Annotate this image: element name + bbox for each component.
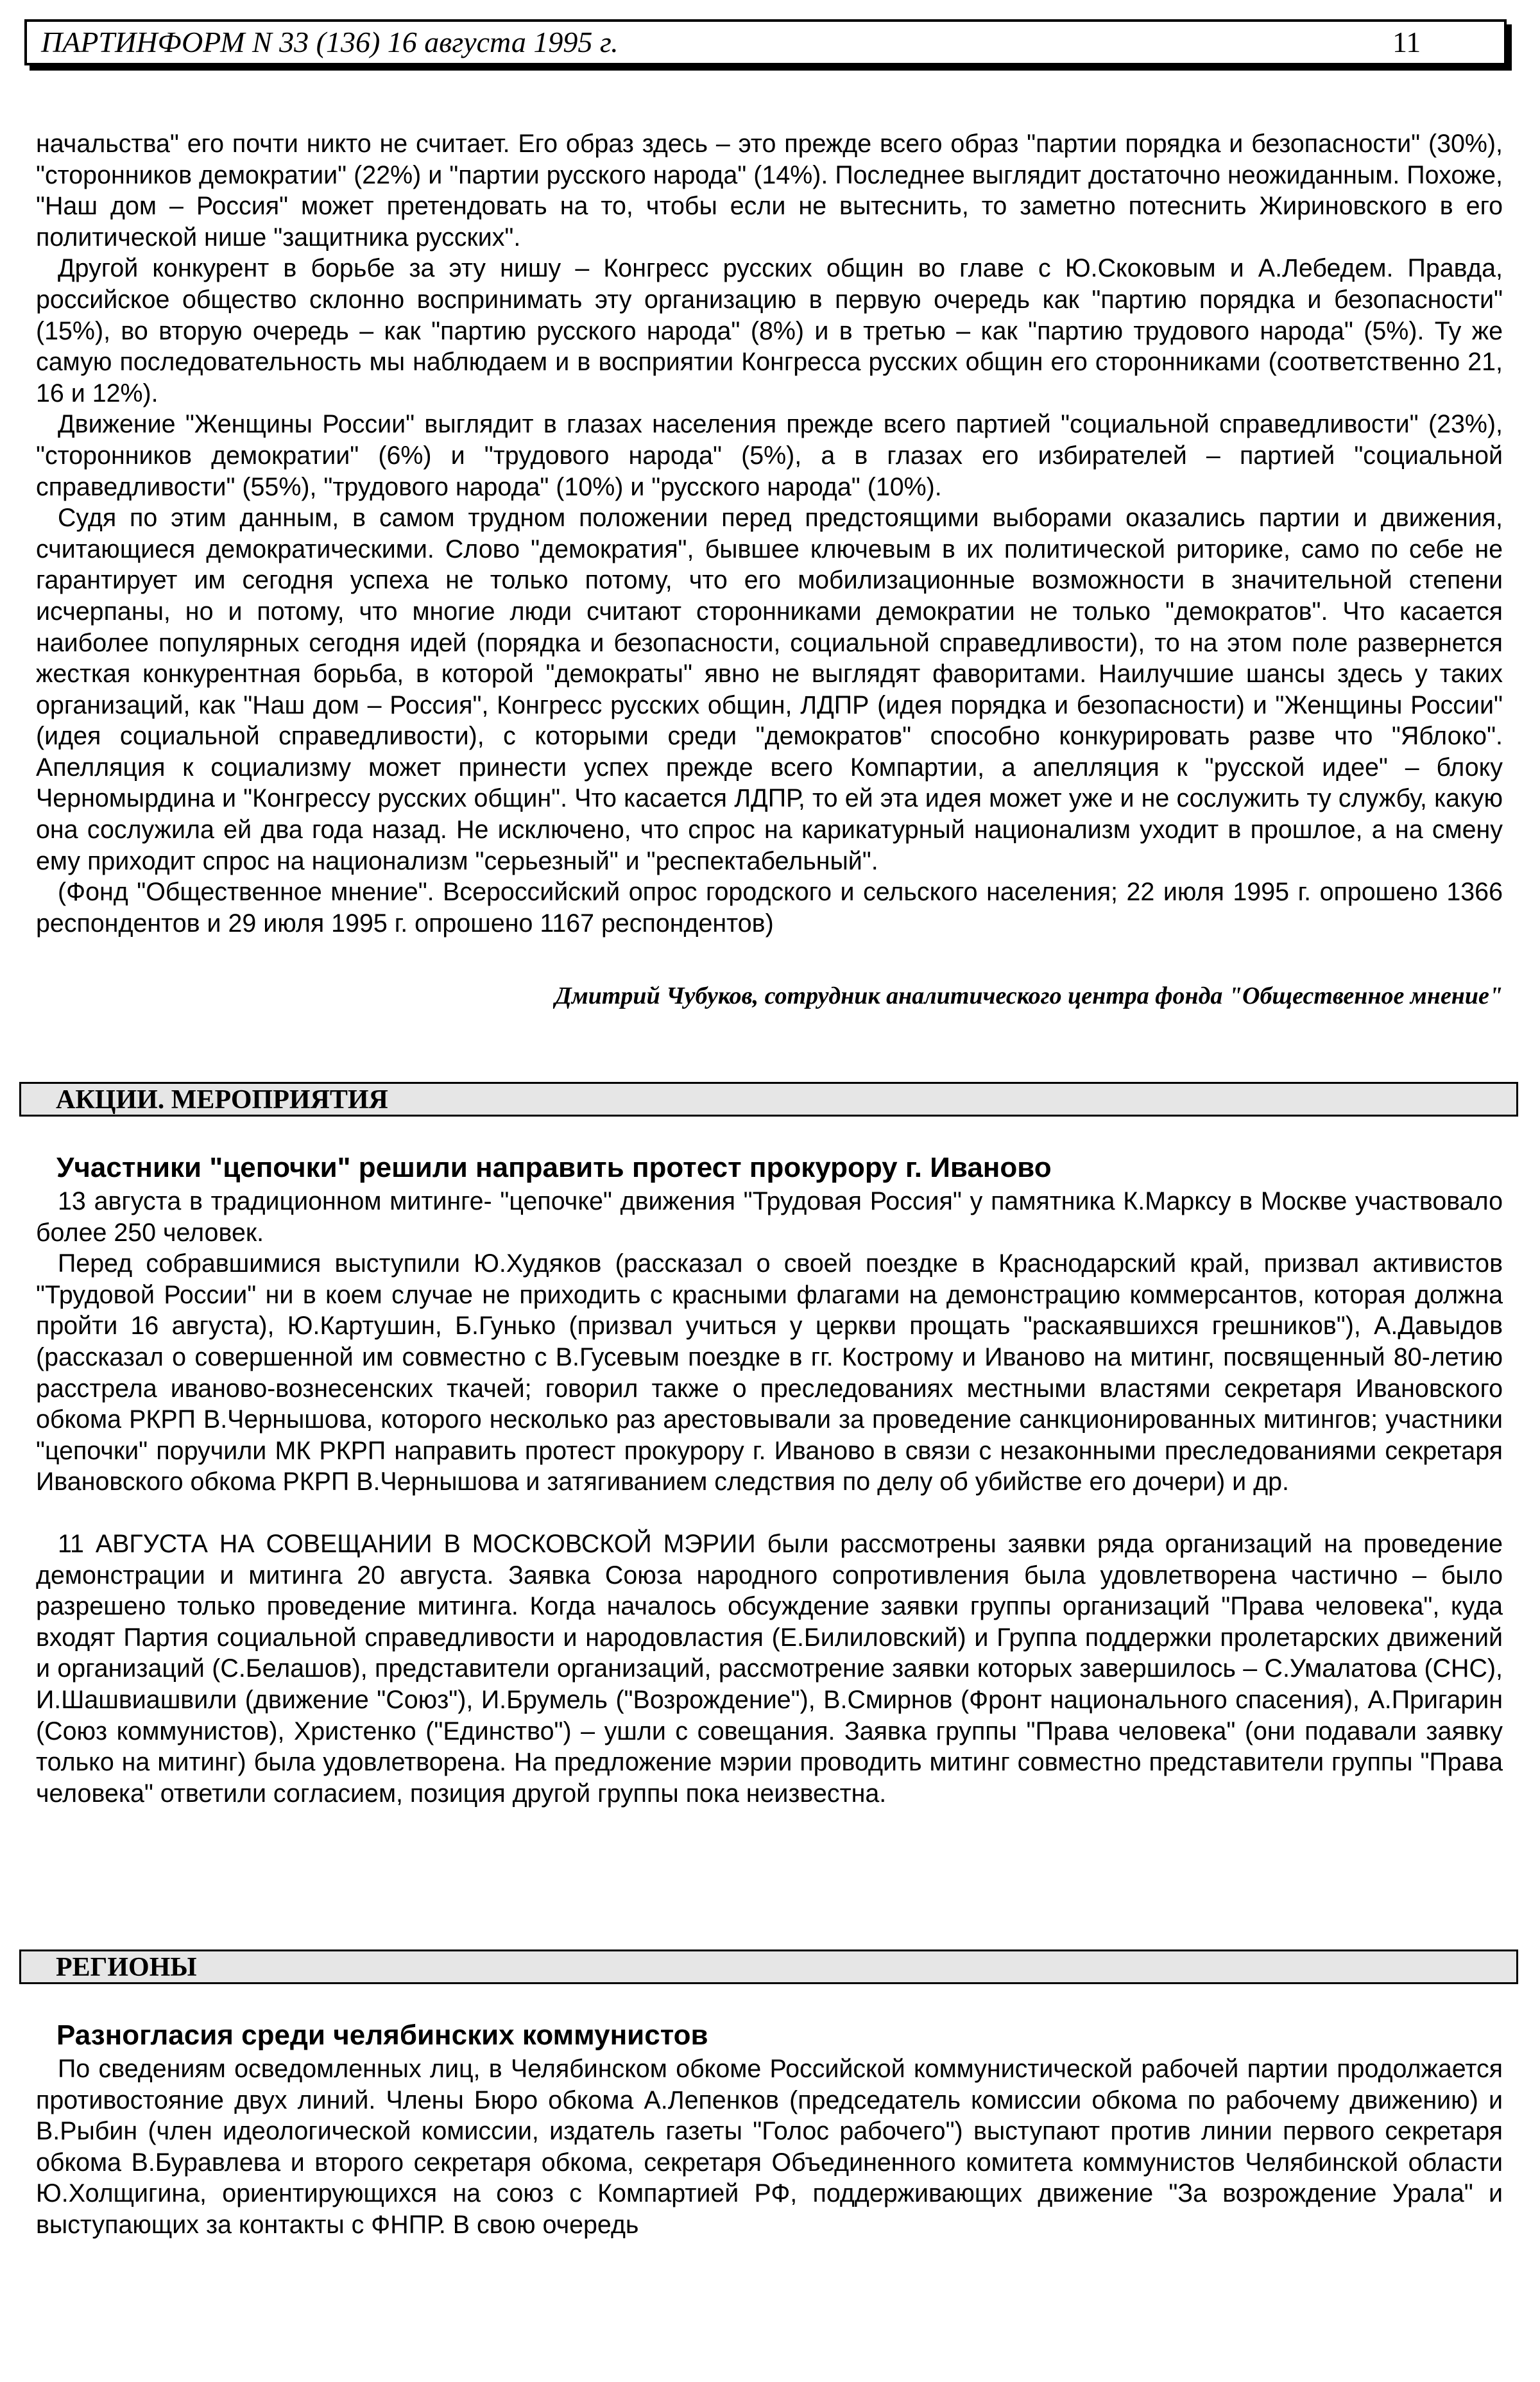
paragraph: Движение "Женщины России" выглядит в глазах населения прежде всего партией "социальной справедливости" (23%), "сторонников демократии" (6%) и "трудового народа" (5%), а в глазах его избирателей – партией "социальной справедливости" (55%), "трудового народа" (10%) и "русского народа" (10%).	[36, 410, 1503, 501]
article-body	[36, 1186, 1503, 1809]
section-header-regions: РЕГИОНЫ	[19, 1949, 1518, 1984]
paragraph: Перед собравшимися выступили Ю.Худяков (рассказал о своей поездке в Краснодарский край, призвал активистов "Трудовой России" ни в коем случае не приходить с красными флагами на демонстрацию коммерсантов, которая должна пройти 16 августа), Ю.Картушин, Б.Гунько (призвал учиться у церкви прощать "раскаявшихся грешников"), А.Давыдов (рассказал о совершенной им совместно с В.Гусевым поездке в гг. Кострому и Иваново на митинг, посвященный 80-летию расстрела иваново-вознесенских ткачей; говорил также о преследованиях местными властями секретаря Ивановского обкома РКРП В.Чернышова, которого несколько раз арестовывали за проведение санкционированных митингов; участники "цепочки" поручили МК РКРП направить протест прокурору г. Иваново в связи с незаконными преследованиями секретаря Ивановского обкома РКРП В.Чернышова и затягиванием следствия по делу об убийстве его дочери) и др.	[36, 1249, 1503, 1496]
article-continuation	[36, 128, 1503, 939]
article-headline: Разногласия среди челябинских коммунистов	[56, 2019, 708, 2051]
paragraph: Другой конкурент в борьбе за эту нишу – Конгресс русских общин во главе с Ю.Скоковым и А.Лебедем. Правда, российское общество склонно воспринимать эту организацию в первую очередь как "партию порядка и безопасности" (15%), во вторую очередь – как "партию русского народа" (8%) и в третью – как "партию трудового народа" (5%). Ту же самую последовательность мы наблюдаем и в восприятии Конгресса русских общин его сторонниками (соответственно 21, 16 и 12%).	[36, 254, 1503, 407]
author-signature: Дмитрий Чубуков, сотрудник аналитического центра фонда "Общественное мнение"	[554, 982, 1503, 1009]
section-header-events: АКЦИИ. МЕРОПРИЯТИЯ	[19, 1082, 1518, 1117]
paragraph: По сведениям осведомленных лиц, в Челябинском обкоме Российской коммунистической рабочей партии продолжается противостояние двух линий. Члены Бюро обкома А.Лепенков (председатель комиссии обкома по рабочему движению) и В.Рыбин (член идеологической комиссии, издатель газеты "Голос рабочего") выступают против линии первого секретаря обкома В.Буравлева и второго секретаря обкома, секретаря Объединенного комитета коммунистов Челябинской области Ю.Холщигина, ориентирующихся на союз с Компартией РФ, поддерживающих движение "За возрождение Урала" и выступающих за контакты с ФНПР. В свою очередь	[36, 2055, 1503, 2239]
paragraph: начальства" его почти никто не считает. Его образ здесь – это прежде всего образ "партии порядка и безопасности" (30%), "сторонников демократии" (22%) и "партии русского народа" (14%). Последнее выглядит достаточно неожиданным. Похоже, "Наш дом – Россия" может претендовать на то, чтобы если не вытеснить, то заметно потеснить Жириновского в его политической нише "защитника русских".	[36, 130, 1503, 252]
paragraph: 13 августа в традиционном митинге- "цепочке" движения "Трудовая Россия" у памятника К.Марксу в Москве участвовало более 250 человек.	[36, 1187, 1503, 1247]
paragraph: 11 АВГУСТА НА СОВЕЩАНИИ В МОСКОВСКОЙ МЭРИИ были рассмотрены заявки ряда организаций на проведение демонстрации и митинга 20 августа. Заявка Союза народного сопротивления была удовлетворена частично – было разрешено только проведение митинга. Когда началось обсуждение заявки группы организаций "Права человека", куда входят Партия социальной справедливости и народовластия (Е.Билиловский) и Группа поддержки пролетарских движений и организаций (С.Белашов), представители организаций, рассмотрение заявки которых завершилось – С.Умалатова (СНС), И.Шашвиашвили (движение "Союз"), И.Брумель ("Возрождение"), В.Смирнов (Фронт национального спасения), А.Пригарин (Союз коммунистов), Христенко ("Единство") – ушли с совещания. Заявка группы "Права человека" (они подавали заявку только на митинг) была удовлетворена. На предложение мэрии проводить митинг совместно представители группы "Права человека" ответили согласием, позиция другой группы пока неизвестна.	[36, 1529, 1503, 1808]
page-number: 11	[1392, 26, 1421, 58]
paragraph: (Фонд "Общественное мнение". Всероссийский опрос городского и сельского населения; 22 июля 1995 г. опрошено 1366 респондентов и 29 июля 1995 г. опрошено 1167 респондентов)	[36, 878, 1503, 938]
article-body	[36, 2053, 1503, 2241]
page-header	[24, 19, 1507, 65]
article-headline: Участники "цепочки" решили направить протест прокурору г. Иваново	[56, 1152, 1052, 1183]
publication-title: ПАРТИНФОРМ N 33 (136) 16 августа 1995 г.	[41, 26, 619, 58]
paragraph: Судя по этим данным, в самом трудном положении перед предстоящими выборами оказались партии и движения, считающиеся демократическими. Слово "демократия", бывшее ключевым в их политической риторике, само по себе не гарантирует им сегодня успеха не только потому, что его мобилизационные возможности в значительной степени исчерпаны, но и потому, что многие люди считают сторонниками демократии не только "демократов". Что касается наиболее популярных сегодня идей (порядка и безопасности, социальной справедливости), то на этом поле развернется жесткая конкурентная борьба, в которой "демократы" явно не выглядят фаворитами. Наилучшие шансы здесь у таких организаций, как "Наш дом – Россия", Конгресс русских общин, ЛДПР (идея порядка и безопасности) и "Женщины России" (идея социальной справедливости), с которыми среди "демократов" способно конкурировать разве что "Яблоко". Апелляция к социализму может принести успех прежде всего Компартии, а апелляция к "русской идее" – блоку Черномырдина и "Конгрессу русских общин". Что касается ЛДПР, то ей эта идея может уже и не сослужить ту службу, какую она сослужила ей два года назад. Не исключено, что спрос на карикатурный национализм уходит в прошлое, а на смену ему приходит спрос на национализм "серьезный" и "респектабельный".	[36, 504, 1503, 875]
